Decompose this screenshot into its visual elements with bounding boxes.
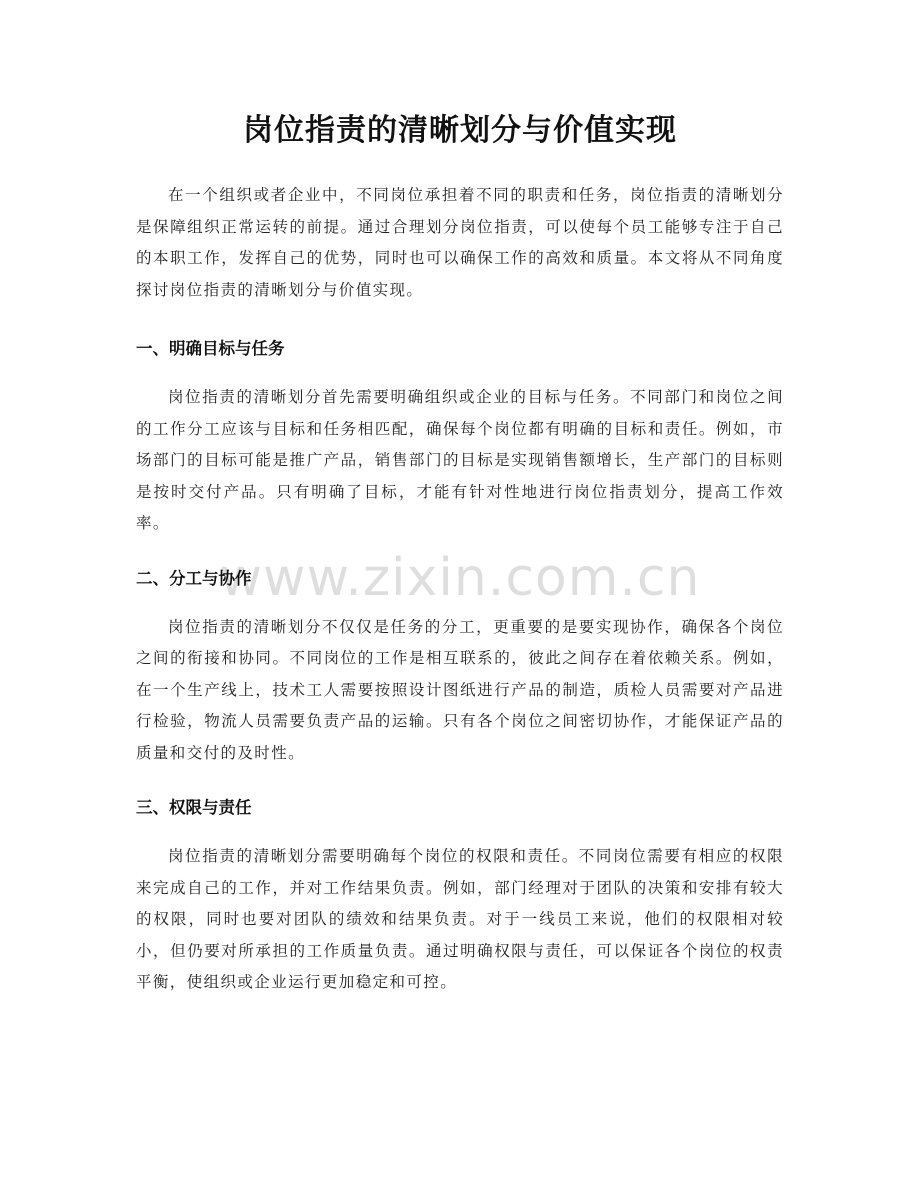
section-goals (136, 337, 784, 540)
section-heading-collaboration: 二、分工与协作 (136, 568, 252, 588)
section-collaboration (136, 567, 784, 770)
document-title: 岗位指责的清晰划分与价值实现 (243, 113, 677, 148)
section-authority (136, 796, 784, 999)
section-body-collaboration: 岗位指责的清晰划分不仅仅是任务的分工，更重要的是要实现协作，确保各个岗位之间的衔接和协同。不同岗位的工作是相互联系的，彼此之间存在着依赖关系。例如，在一个生产线上，技术工人需要按照设计图纸进行产品的制造，质检人员需要对产品进行检验，物流人员需要负责产品的运输。只有各个岗位之间密切协作，才能保证产品的质量和交付的及时性。 (136, 617, 784, 762)
document-body (136, 180, 784, 999)
section-body-authority: 岗位指责的清晰划分需要明确每个岗位的权限和责任。不同岗位需要有相应的权限来完成自己的工作，并对工作结果负责。例如，部门经理对于团队的决策和安排有较大的权限，同时也要对团队的绩效和结果负责。对于一线员工来说，他们的权限相对较小，但仍要对所承担的工作质量负责。通过明确权限与责任，可以保证各个岗位的权责平衡，使组织或企业运行更加稳定和可控。 (136, 847, 784, 991)
section-heading-authority: 三、权限与责任 (136, 798, 252, 817)
watermark: www.zixin.com.cn (219, 548, 701, 608)
intro-paragraph: 在一个组织或者企业中，不同岗位承担着不同的职责和任务，岗位指责的清晰划分是保障组织正常运转的前提。通过合理划分岗位指责，可以使每个员工能够专注于自己的本职工作，发挥自己的优势，同时也可以确保工作的高效和质量。本文将从不同角度探讨岗位指责的清晰划分与价值实现。 (136, 186, 784, 299)
section-body-goals: 岗位指责的清晰划分首先需要明确组织或企业的目标与任务。不同部门和岗位之间的工作分工应该与目标和任务相匹配，确保每个岗位都有明确的目标和责任。例如，市场部门的目标可能是推广产品，销售部门的目标是实现销售额增长，生产部门的目标则是按时交付产品。只有明确了目标，才能有针对性地进行岗位指责划分，提高工作效率。 (136, 388, 784, 532)
section-heading-goals: 一、明确目标与任务 (136, 339, 285, 358)
